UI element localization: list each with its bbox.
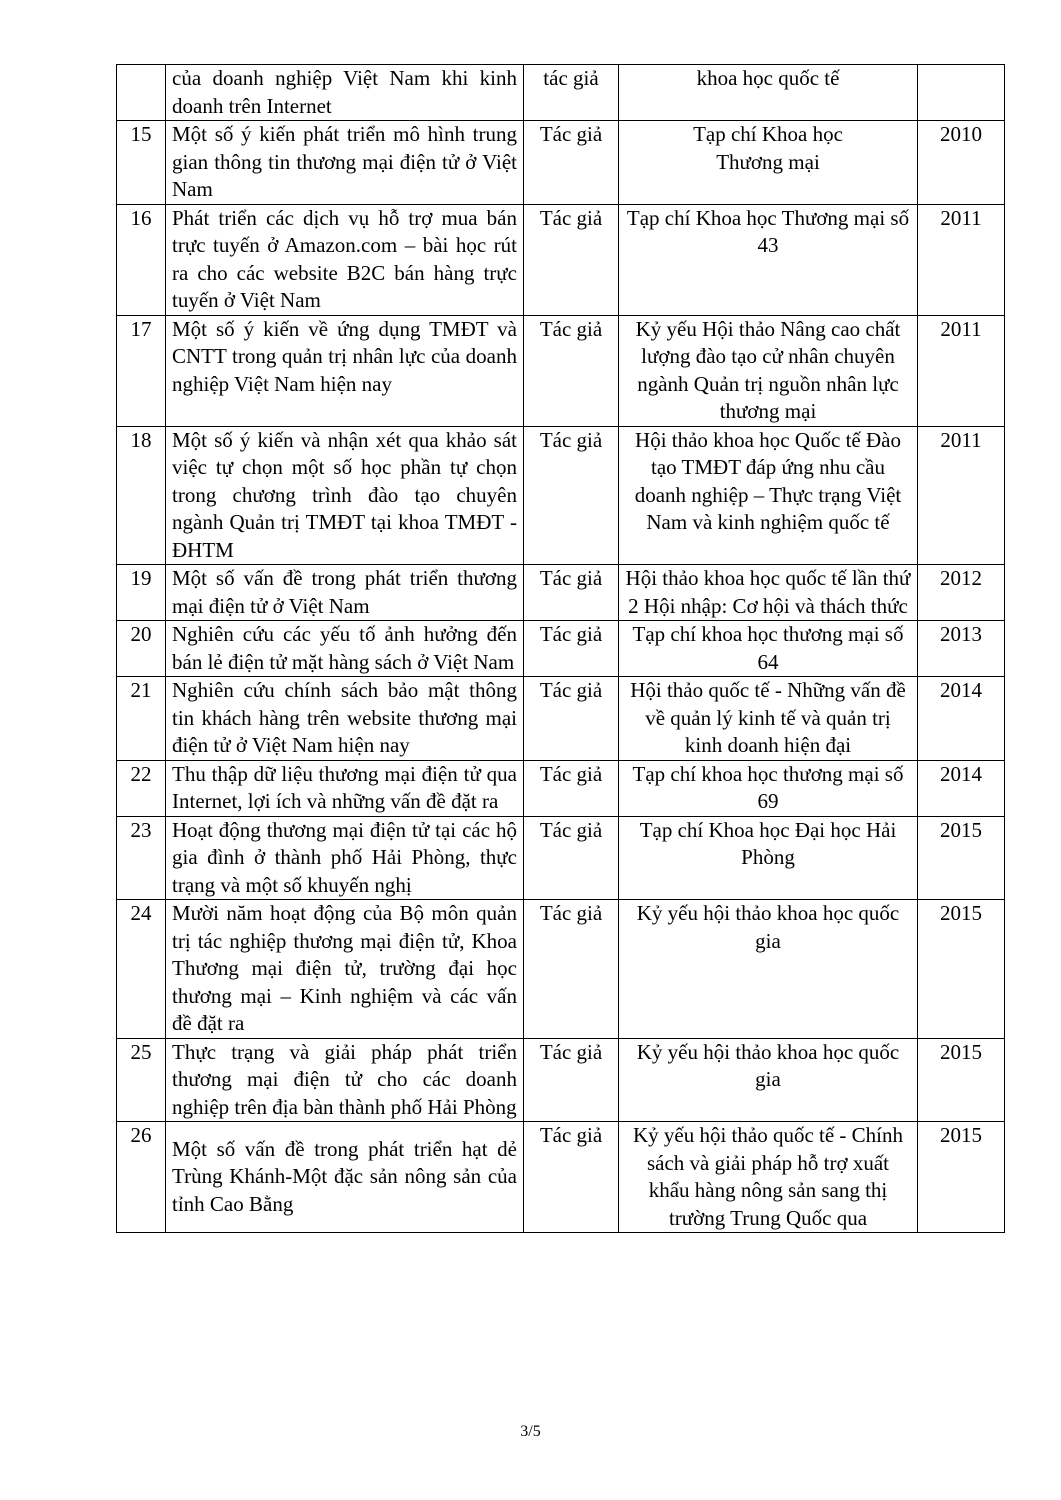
row-number: 17 — [117, 315, 166, 426]
author-role: Tác giả — [524, 900, 619, 1039]
publication-venue: Tạp chí Khoa học Thương mại số 43 — [619, 204, 918, 315]
publication-title: Một số ý kiến và nhận xét qua khảo sát việc tự chọn một số học phần tự chọn trong chương trình đào tạo chuyên ngành Quản trị TMĐT tại khoa TMĐT - ĐHTM — [166, 426, 524, 565]
author-role: Tác giả — [524, 677, 619, 761]
publication-year: 2015 — [918, 900, 1005, 1039]
author-role: Tác giả — [524, 565, 619, 621]
row-number: 23 — [117, 816, 166, 900]
publication-year: 2010 — [918, 121, 1005, 205]
table-row — [117, 1122, 1005, 1233]
publication-year: 2011 — [918, 204, 1005, 315]
publication-venue: Hội thảo quốc tế - Những vấn đề về quản lý kinh tế và quản trị kinh doanh hiện đại — [619, 677, 918, 761]
publication-year: 2014 — [918, 760, 1005, 816]
author-role: Tác giả — [524, 121, 619, 205]
publication-title: Một số ý kiến về ứng dụng TMĐT và CNTT trong quản trị nhân lực của doanh nghiệp Việt Nam hiện nay — [166, 315, 524, 426]
publication-title: Thu thập dữ liệu thương mại điện tử qua Internet, lợi ích và những vấn đề đặt ra — [166, 760, 524, 816]
table-row — [117, 426, 1005, 565]
publication-year: 2015 — [918, 816, 1005, 900]
publication-year: 2014 — [918, 677, 1005, 761]
publication-venue: Tạp chí khoa học thương mại số 64 — [619, 621, 918, 677]
author-role: Tác giả — [524, 621, 619, 677]
table-row — [117, 621, 1005, 677]
publication-venue: Kỷ yếu Hội thảo Nâng cao chất lượng đào tạo cử nhân chuyên ngành Quản trị nguồn nhân lực thương mại — [619, 315, 918, 426]
table-row — [117, 900, 1005, 1039]
publication-title: Phát triển các dịch vụ hỗ trợ mua bán trực tuyến ở Amazon.com – bài học rút ra cho các website B2C bán hàng trực tuyến ở Việt Nam — [166, 204, 524, 315]
publication-title: Nghiên cứu chính sách bảo mật thông tin khách hàng trên website thương mại điện tử ở Việt Nam hiện nay — [166, 677, 524, 761]
author-role: Tác giả — [524, 426, 619, 565]
author-role: Tác giả — [524, 816, 619, 900]
publication-year: 2011 — [918, 426, 1005, 565]
table-row — [117, 315, 1005, 426]
row-number: 16 — [117, 204, 166, 315]
publications-table — [116, 64, 1005, 1233]
author-role: Tác giả — [524, 1122, 619, 1233]
publication-venue: Hội thảo khoa học quốc tế lần thứ 2 Hội nhập: Cơ hội và thách thức — [619, 565, 918, 621]
publication-year — [918, 65, 1005, 121]
publication-year: 2015 — [918, 1122, 1005, 1233]
table-row — [117, 816, 1005, 900]
publication-year: 2011 — [918, 315, 1005, 426]
publication-title: Một số vấn đề trong phát triển hạt dẻ Trùng Khánh-Một đặc sản nông sản của tỉnh Cao Bằng — [166, 1122, 524, 1233]
publication-title: Một số ý kiến phát triển mô hình trung gian thông tin thương mại điện tử ở Việt Nam — [166, 121, 524, 205]
row-number: 26 — [117, 1122, 166, 1233]
row-number: 15 — [117, 121, 166, 205]
publication-title: Mười năm hoạt động của Bộ môn quản trị tác nghiệp thương mại điện tử, Khoa Thương mại điện tử, trường đại học thương mại – Kinh nghiệm và các vấn đề đặt ra — [166, 900, 524, 1039]
publication-venue: Tạp chí Khoa học Thương mại — [619, 121, 918, 205]
page-number: 3/5 — [520, 1423, 541, 1440]
publication-title: của doanh nghiệp Việt Nam khi kinh doanh trên Internet — [166, 65, 524, 121]
publication-year: 2013 — [918, 621, 1005, 677]
publication-venue: Tạp chí Khoa học Đại học Hải Phòng — [619, 816, 918, 900]
publication-venue: Kỷ yếu hội thảo khoa học quốc gia — [619, 1038, 918, 1122]
row-number: 20 — [117, 621, 166, 677]
table-row — [117, 65, 1005, 121]
publication-year: 2012 — [918, 565, 1005, 621]
publication-venue: Tạp chí khoa học thương mại số 69 — [619, 760, 918, 816]
publication-title: Nghiên cứu các yếu tố ảnh hưởng đến bán lẻ điện tử mặt hàng sách ở Việt Nam — [166, 621, 524, 677]
row-number: 19 — [117, 565, 166, 621]
author-role: Tác giả — [524, 315, 619, 426]
publication-title: Thực trạng và giải pháp phát triển thương mại điện tử cho các doanh nghiệp trên địa bàn thành phố Hải Phòng — [166, 1038, 524, 1122]
publication-year: 2015 — [918, 1038, 1005, 1122]
table-row — [117, 121, 1005, 205]
author-role: tác giả — [524, 65, 619, 121]
publication-title: Hoạt động thương mại điện tử tại các hộ gia đình ở thành phố Hải Phòng, thực trạng và một số khuyến nghị — [166, 816, 524, 900]
publication-venue: Hội thảo khoa học Quốc tế Đào tạo TMĐT đáp ứng nhu cầu doanh nghiệp – Thực trạng Việt Nam và kinh nghiệm quốc tế — [619, 426, 918, 565]
table-row — [117, 760, 1005, 816]
row-number: 18 — [117, 426, 166, 565]
row-number: 24 — [117, 900, 166, 1039]
row-number: 22 — [117, 760, 166, 816]
publication-title: Một số vấn đề trong phát triển thương mại điện tử ở Việt Nam — [166, 565, 524, 621]
publication-venue: Kỷ yếu hội thảo quốc tế - Chính sách và giải pháp hỗ trợ xuất khẩu hàng nông sản sang thị trường Trung Quốc qua — [619, 1122, 918, 1233]
table-row — [117, 677, 1005, 761]
publication-venue: Kỷ yếu hội thảo khoa học quốc gia — [619, 900, 918, 1039]
table-row — [117, 1038, 1005, 1122]
row-number — [117, 65, 166, 121]
author-role: Tác giả — [524, 204, 619, 315]
author-role: Tác giả — [524, 1038, 619, 1122]
table-row — [117, 204, 1005, 315]
row-number: 21 — [117, 677, 166, 761]
row-number: 25 — [117, 1038, 166, 1122]
publication-venue: khoa học quốc tế — [619, 65, 918, 121]
table-row — [117, 565, 1005, 621]
author-role: Tác giả — [524, 760, 619, 816]
